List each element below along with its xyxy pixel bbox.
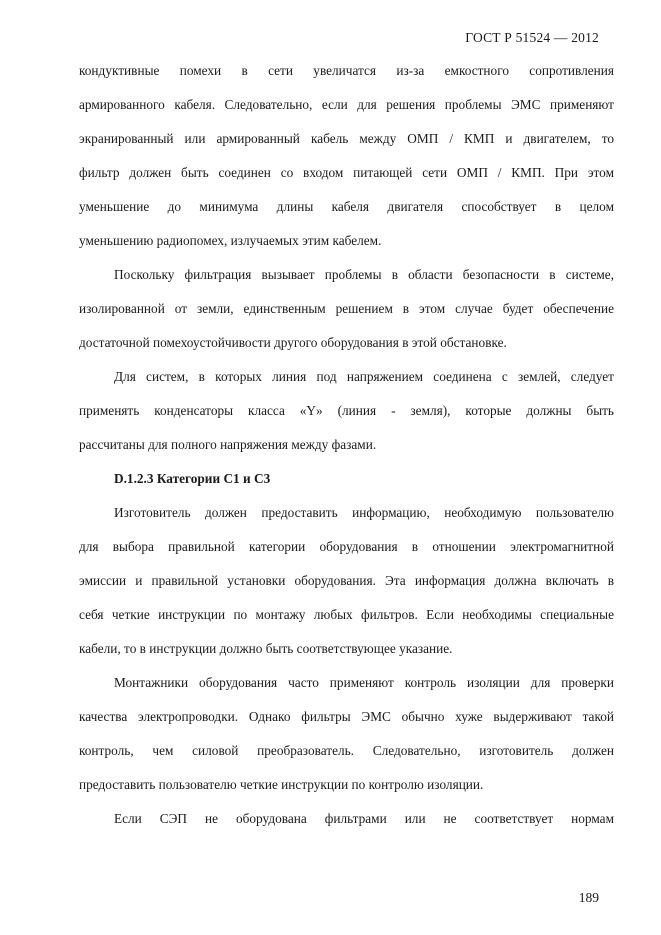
- text-line: качества электропроводки. Однако фильтры ЭМС обычно хуже выдерживают такой: [79, 709, 614, 724]
- page-number: 189: [578, 890, 599, 905]
- text-line: контроль, чем силовой преобразователь. Следовательно, изготовитель должен: [79, 743, 614, 758]
- text-line: армированного кабеля. Следовательно, если для решения проблемы ЭМС применяют: [79, 97, 614, 112]
- text-line: применять конденсаторы класса «Y» (линия - земля), которые должны быть: [79, 403, 614, 418]
- text-line: рассчитаны для полного напряжения между фазами.: [79, 437, 377, 452]
- document-header: ГОСТ Р 51524 — 2012: [465, 30, 599, 45]
- text-line: Монтажники оборудования часто применяют контроль изоляции для проверки: [114, 675, 614, 690]
- text-line: эмиссии и правильной установки оборудования. Эта информация должна включать в: [79, 573, 614, 588]
- text-line: кондуктивные помехи в сети увеличатся из-за емкостного сопротивления: [79, 63, 614, 78]
- text-line: для выбора правильной категории оборудования в отношении электромагнитной: [79, 539, 614, 554]
- text-line: изолированной от земли, единственным решением в этом случае будет обеспечение: [79, 301, 614, 316]
- text-line: предоставить пользователю четкие инструкции по контролю изоляции.: [79, 777, 484, 792]
- text-line: Поскольку фильтрация вызывает проблемы в области безопасности в системе,: [114, 267, 614, 282]
- text-line: достаточной помехоустойчивости другого оборудования в этой обстановке.: [79, 335, 507, 350]
- text-line: себя четкие инструкции по монтажу любых фильтров. Если необходимы специальные: [79, 607, 614, 622]
- text-line: уменьшение до минимума длины кабеля двигателя способствует в целом: [79, 199, 614, 214]
- text-line: Для систем, в которых линия под напряжением соединена с землей, следует: [114, 369, 614, 384]
- text-line: кабели, то в инструкции должно быть соответствующее указание.: [79, 641, 453, 656]
- text-line: экранированный или армированный кабель между ОМП / КМП и двигателем, то: [79, 131, 614, 146]
- text-line: Изготовитель должен предоставить информацию, необходимую пользователю: [114, 505, 614, 520]
- document-body: [79, 60, 614, 842]
- text-line: фильтр должен быть соединен со входом питающей сети ОМП / КМП. При этом: [79, 165, 614, 180]
- text-line: Если СЭП не оборудована фильтрами или не соответствует нормам: [114, 811, 614, 826]
- section-heading: D.1.2.3 Категории С1 и С3: [114, 471, 271, 486]
- text-line: уменьшению радиопомех, излучаемых этим кабелем.: [79, 233, 382, 248]
